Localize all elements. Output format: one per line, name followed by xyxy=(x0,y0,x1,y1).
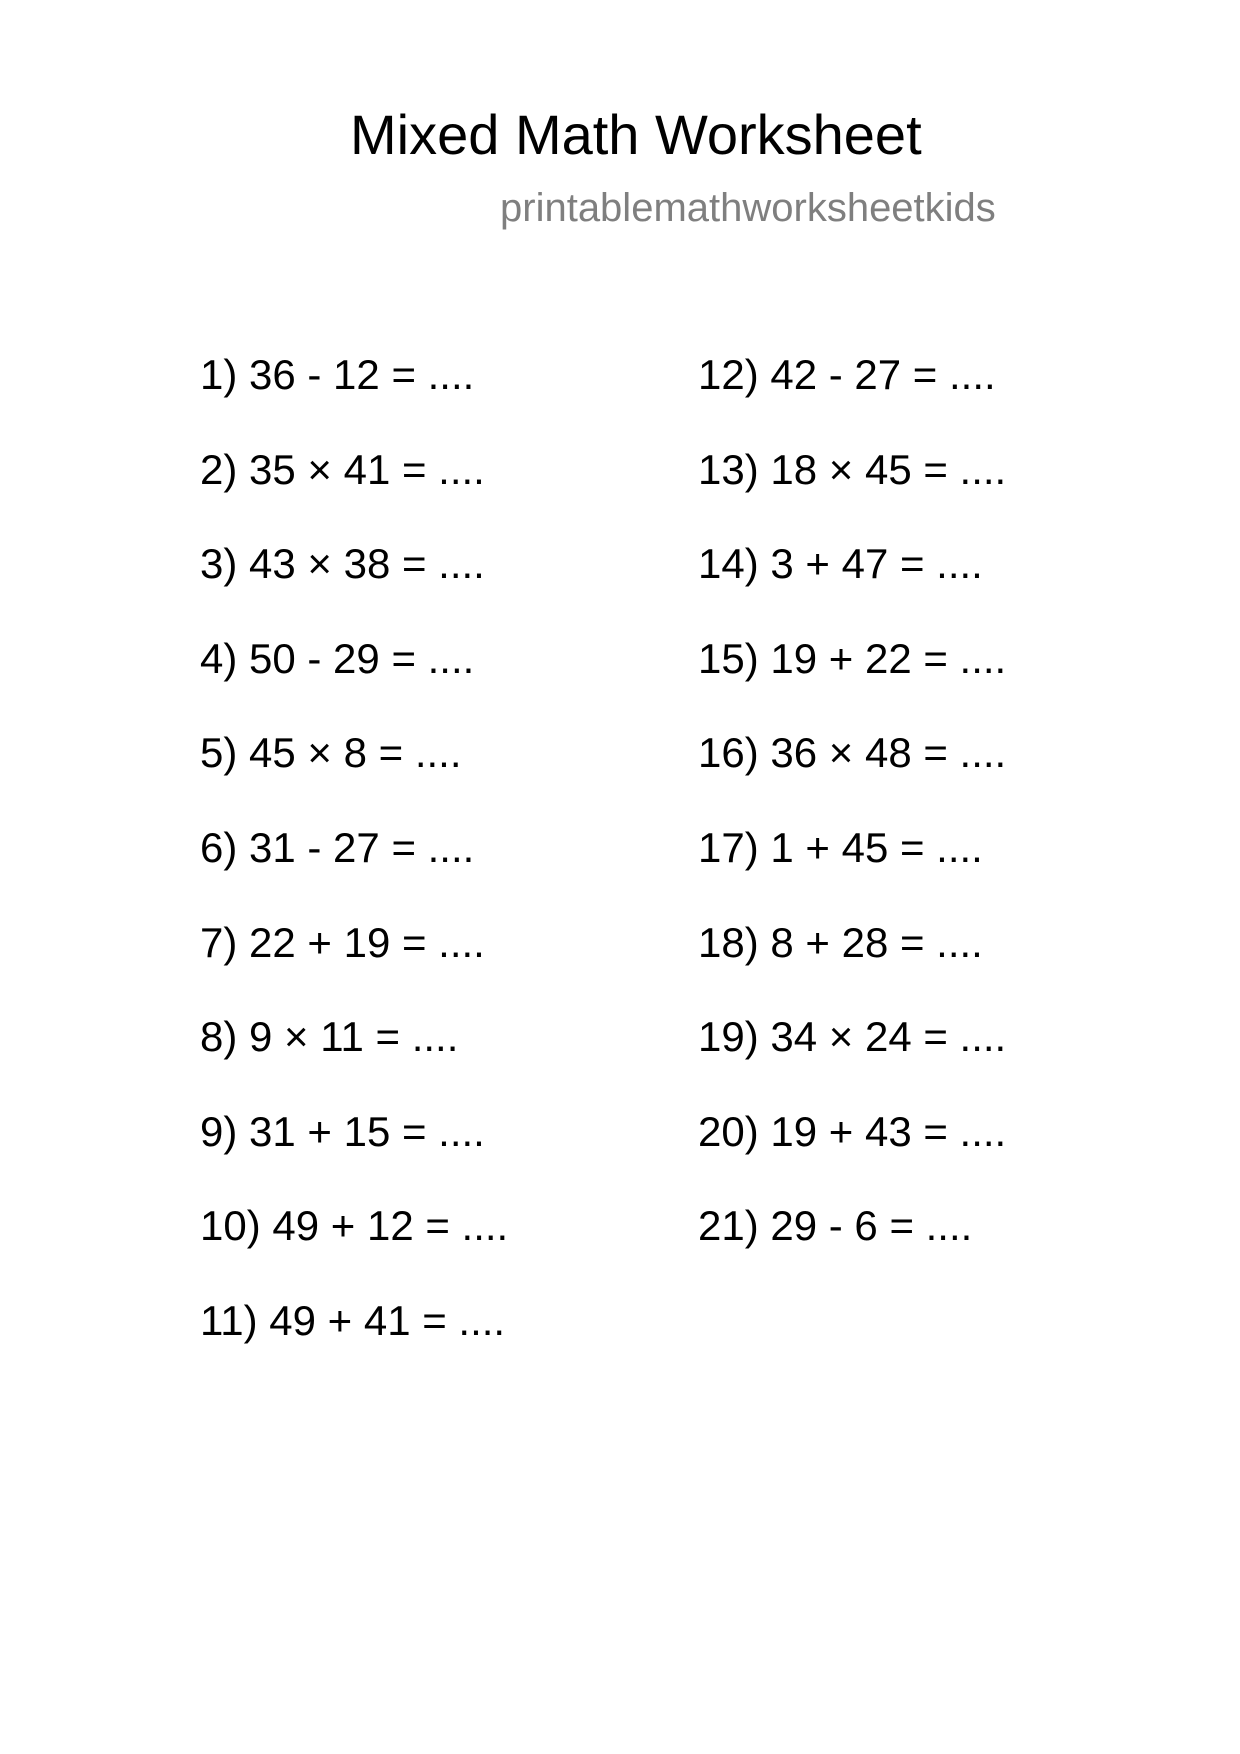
math-problem: 9) 31 + 15 = .... xyxy=(200,1107,485,1155)
math-problem: 19) 34 × 24 = .... xyxy=(698,1013,1007,1061)
math-problem: 10) 49 + 12 = .... xyxy=(200,1202,509,1250)
math-problem: 14) 3 + 47 = .... xyxy=(698,540,983,588)
math-problem: 18) 8 + 28 = .... xyxy=(698,918,983,966)
math-problem: 4) 50 - 29 = .... xyxy=(200,634,475,682)
math-problem: 16) 36 × 48 = .... xyxy=(698,729,1007,777)
math-problem: 21) 29 - 6 = .... xyxy=(698,1202,973,1250)
math-problem: 15) 19 + 22 = .... xyxy=(698,634,1007,682)
math-problem: 5) 45 × 8 = .... xyxy=(200,729,462,777)
math-problem: 13) 18 × 45 = .... xyxy=(698,445,1007,493)
math-problem: 12) 42 - 27 = .... xyxy=(698,351,996,398)
math-problem: 1) 36 - 12 = .... xyxy=(200,351,475,398)
math-problem: 3) 43 × 38 = .... xyxy=(200,540,485,588)
math-problem: 8) 9 × 11 = .... xyxy=(200,1013,459,1061)
worksheet-title: Mixed Math Worksheet xyxy=(350,103,922,166)
math-problem: 17) 1 + 45 = .... xyxy=(698,823,983,871)
problems-left-column xyxy=(200,350,508,1391)
worksheet-source: printablemathworksheetkids xyxy=(500,186,996,230)
math-problem: 2) 35 × 41 = .... xyxy=(200,445,485,493)
math-problem: 6) 31 - 27 = .... xyxy=(200,823,475,871)
math-problem: 20) 19 + 43 = .... xyxy=(698,1107,1007,1155)
math-problem: 11) 49 + 41 = .... xyxy=(200,1296,506,1344)
problems-right-column xyxy=(698,350,1006,1296)
math-problem: 7) 22 + 19 = .... xyxy=(200,918,485,966)
